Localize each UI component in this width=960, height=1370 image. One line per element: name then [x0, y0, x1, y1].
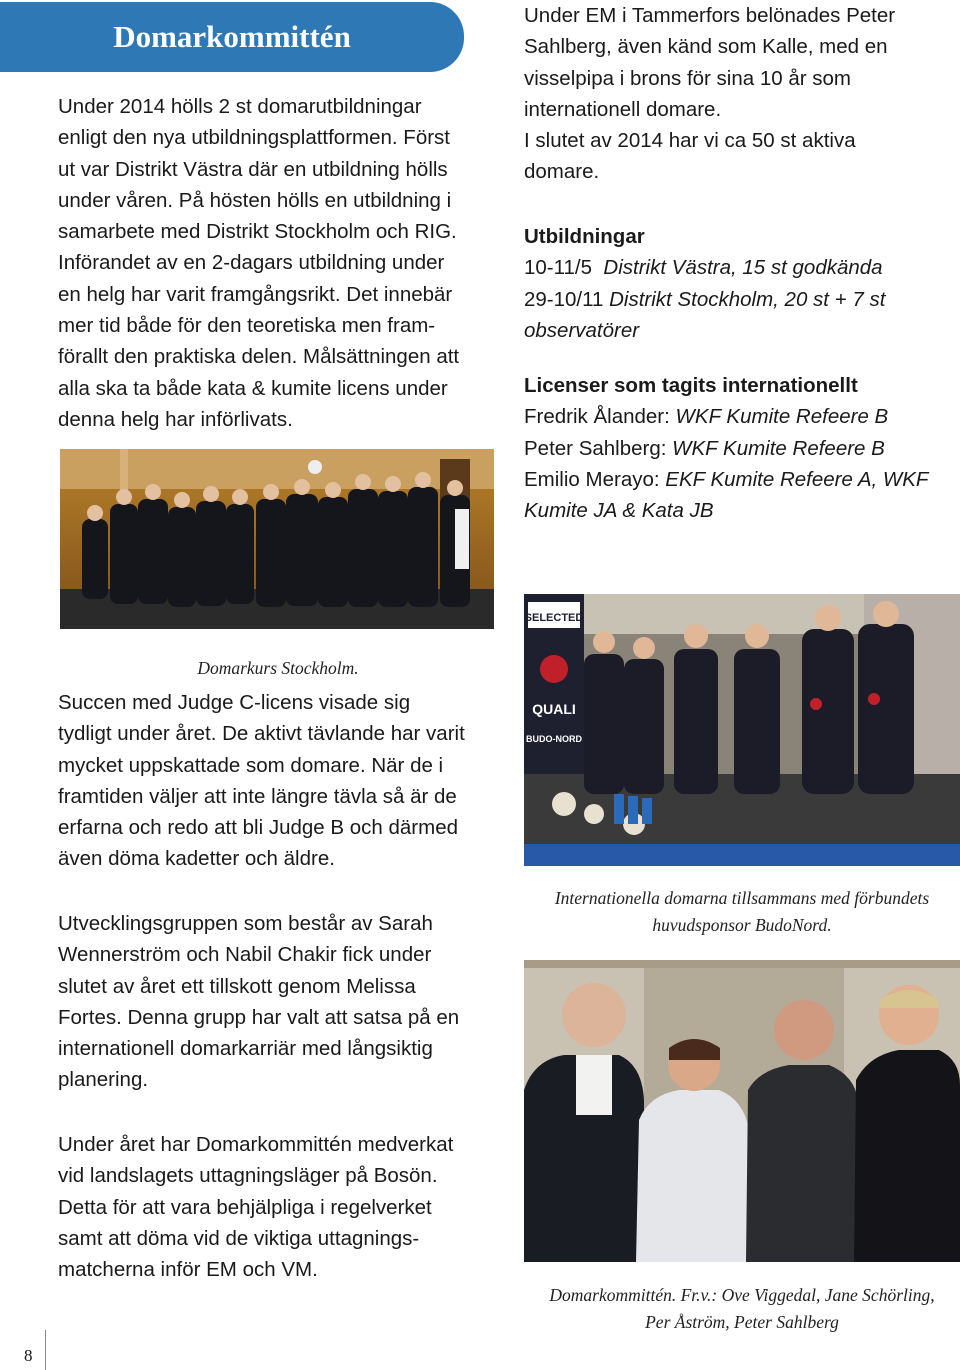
text-line: alla ska ta både kata & kumite licens under	[58, 376, 448, 400]
photo-domarkommitten	[524, 960, 960, 1262]
paragraph-utvecklingsgruppen	[58, 908, 498, 1096]
text-line: vid landslagets uttagningsläger på Bosön.	[58, 1164, 438, 1188]
text-line: under våren. På hösten hölls en utbildning i	[58, 188, 452, 212]
licens-name: Peter Sahlberg:	[524, 436, 667, 460]
text-line: Utvecklingsgruppen som består av Sarah	[58, 912, 433, 935]
photo-internationella-domarna	[524, 594, 960, 866]
text-line: samarbete med Distrikt Stockholm och RIG.	[58, 220, 457, 244]
licenser-section	[524, 370, 960, 526]
photo2-caption	[524, 885, 960, 939]
utbildning-text: Distrikt Stockholm, 20 st + 7 st	[609, 287, 886, 311]
text-line: samt att döma vid de viktiga uttagnings-	[58, 1226, 420, 1250]
text-line: planering.	[58, 1068, 149, 1092]
utbildningar-heading: Utbildningar	[524, 225, 645, 248]
caption-line: Domarkommittén. Fr.v.: Ove Viggedal, Jane Schörling,	[549, 1285, 935, 1305]
utbildningar-section	[524, 221, 960, 346]
licens-name: Fredrik Ålander:	[524, 405, 670, 429]
text-line: domare.	[524, 160, 600, 184]
text-line: slutet av året ett tillskott genom Melissa	[58, 974, 416, 998]
licens-entry	[524, 401, 960, 432]
utbildning-entry	[524, 252, 960, 283]
text-line: mer tid både för den teoretiska men fram-	[58, 314, 436, 338]
licens-text-cont: Kumite JA & Kata JB	[524, 499, 714, 523]
text-line: denna helg har införlivats.	[58, 407, 293, 431]
text-line: även döma kadetter och äldre.	[58, 847, 335, 871]
photo-domarkurs-stockholm	[60, 449, 494, 629]
caption-line: Per Åström, Peter Sahlberg	[645, 1312, 839, 1332]
text-line: erfarna och redo att bli Judge B och därmed	[58, 816, 458, 840]
utbildning-text: Distrikt Västra, 15 st godkända	[603, 256, 883, 280]
licens-name: Emilio Merayo:	[524, 467, 660, 491]
margin-rule	[45, 1330, 46, 1370]
text-line: Wennerström och Nabil Chakir fick under	[58, 943, 432, 967]
text-line: matcherna inför EM och VM.	[58, 1258, 318, 1282]
text-line: visselpipa i brons för sina 10 år som	[524, 66, 852, 90]
utbildning-text-cont: observatörer	[524, 318, 640, 342]
intro-paragraph	[58, 91, 498, 435]
page-number: 8	[24, 1346, 33, 1365]
utbildning-date: 10-11/5	[524, 256, 593, 280]
caption-line: huvudsponsor BudoNord.	[652, 915, 832, 935]
banner-text: QUALI	[532, 701, 576, 717]
text-line: Fortes. Denna grupp har valt att satsa på en	[58, 1005, 460, 1029]
licens-text: EKF Kumite Refeere A, WKF	[665, 467, 929, 491]
licens-entry	[524, 464, 960, 495]
banner-text: SELECTED	[524, 612, 584, 624]
licens-text: WKF Kumite Refeere B	[675, 405, 889, 429]
text-line: ut var Distrikt Västra där en utbildning hölls	[58, 157, 448, 181]
utbildning-entry	[524, 284, 960, 315]
text-line: Succen med Judge C-licens visade sig	[58, 691, 411, 714]
text-line: Införandet av en 2-dagars utbildning under	[58, 251, 445, 275]
licens-entry	[524, 433, 960, 464]
text-line: förallt den praktiska delen. Målsättningen att	[58, 345, 460, 369]
text-line: internationell domare.	[524, 97, 722, 121]
text-line: Under året har Domarkommittén medverkat	[58, 1133, 454, 1156]
text-line: Under EM i Tammerfors belönades Peter	[524, 4, 896, 27]
text-line: framtiden väljer att inte längre tävla så är de	[58, 784, 457, 808]
text-line: mycket uppskattade som domare. När de i	[58, 753, 444, 777]
paragraph-judge-c	[58, 687, 498, 875]
text-line: Sahlberg, även känd som Kalle, med en	[524, 35, 888, 59]
section-header-tab	[0, 2, 464, 72]
text-line: I slutet av 2014 har vi ca 50 st aktiva	[524, 129, 856, 153]
utbildning-date: 29-10/11	[524, 287, 604, 311]
licens-text: WKF Kumite Refeere B	[672, 436, 885, 460]
paragraph-uttagningslager	[58, 1129, 498, 1285]
text-line: en helg har varit framgångsrikt. Det innebär	[58, 282, 453, 306]
text-line: internationell domarkarriär med långsiktig	[58, 1037, 433, 1061]
text-line: Under 2014 hölls 2 st domarutbildningar	[58, 95, 422, 118]
photo-caption: Domarkurs Stockholm.	[197, 658, 359, 678]
paragraph-em-tammerfors	[524, 0, 960, 188]
photo3-caption	[524, 1282, 960, 1336]
text-line: Detta för att vara behjälpliga i regelverket	[58, 1195, 432, 1219]
banner-text: BUDO-NORD	[526, 734, 582, 744]
text-line: tydligt under året. De aktivt tävlande har varit	[58, 722, 465, 746]
text-line: enligt den nya utbildningsplattformen. Först	[58, 126, 451, 150]
section-title: Domarkommittén	[113, 19, 351, 54]
licenser-heading: Licenser som tagits internationellt	[524, 374, 858, 397]
caption-line: Internationella domarna tillsammans med förbundets	[554, 888, 930, 908]
